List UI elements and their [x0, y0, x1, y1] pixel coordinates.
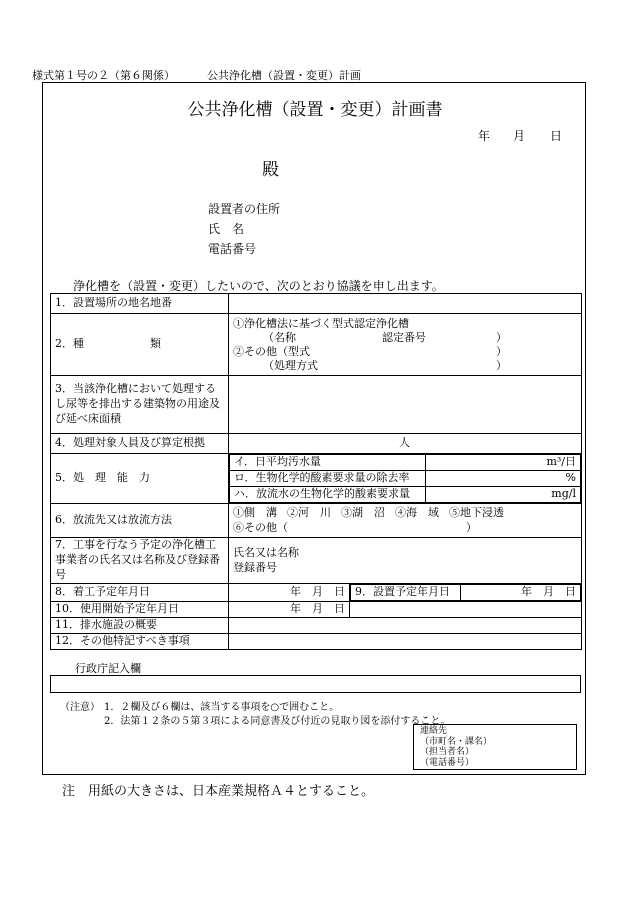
label-building: 3．当該浄化槽において処理するし尿等を排出する建築物の用途及び延べ床面積 [51, 376, 229, 434]
value-other[interactable] [229, 633, 582, 649]
admin-entry-field[interactable] [50, 675, 581, 693]
capacity-ro-label: ロ．生物化学的酸素要求量の除去率 [230, 471, 426, 487]
capacity-i-label: イ．日平均汚水量 [230, 455, 426, 471]
value-contractor[interactable] [229, 538, 582, 584]
row-other [51, 633, 582, 649]
applicant-phone-label: 電話番号 [208, 242, 257, 256]
discharge-option-6-close: ） [466, 520, 477, 534]
application-table [50, 293, 582, 650]
contact-office: （市町名・課名） [420, 736, 493, 747]
type-method-field: （処理方式 [263, 358, 318, 372]
value-discharge[interactable] [229, 504, 582, 538]
date-day: 日 [550, 129, 563, 143]
intro-text: 浄化槽を（設置・変更）したいので、次のとおり協議を申し出ます。 [73, 279, 444, 293]
admin-entry-label: 行政庁記入欄 [75, 662, 141, 675]
label-use-start: 10．使用開始予定年月日 [51, 601, 229, 617]
addressee-suffix: 殿 [262, 160, 279, 180]
value-install-date[interactable]: 年 月 日 [461, 585, 581, 601]
row-building [51, 376, 582, 434]
label-drainage: 11．排水施設の概要 [51, 617, 229, 633]
note-1: 1．２欄及び６欄は、該当する事項を○で囲むこと。 [104, 702, 340, 713]
applicant-name-label: 氏 名 [208, 222, 245, 236]
type-paren-close-3: ） [496, 358, 507, 372]
capacity-ha-label: ハ．放流水の生物化学的酸素要求量 [230, 487, 426, 503]
applicant-address-label: 設置者の住所 [208, 202, 281, 216]
label-other: 12．その他特記すべき事項 [51, 633, 229, 649]
value-building[interactable] [229, 376, 582, 434]
form-number: 様式第１号の２（第６関係） [32, 69, 175, 82]
type-paren-close-2: ） [496, 344, 507, 358]
footer-note: 注 用紙の大きさは、日本産業規格Ａ４とすること。 [62, 784, 375, 799]
value-start-date[interactable]: 年 月 日 [229, 584, 350, 602]
discharge-option-6: ⑥その他（ [233, 520, 288, 534]
value-capacity [229, 454, 582, 504]
type-paren-close-1: ） [496, 330, 507, 344]
capacity-ha-unit[interactable]: mg/l [426, 487, 581, 503]
label-capacity: 5．処 理 能 力 [51, 454, 229, 504]
discharge-option-2: ②河 川 [287, 505, 331, 519]
value-use-start-blank [350, 601, 582, 617]
discharge-option-4: ④海 域 [395, 505, 439, 519]
type-cert-no-field: 認定番号 [382, 330, 426, 344]
label-discharge: 6．放流先又は放流方法 [51, 504, 229, 538]
row-dates [51, 584, 582, 602]
row-contractor [51, 538, 582, 584]
label-location: 1．設置場所の地名地番 [51, 294, 229, 314]
label-persons: 4．処理対象人員及び算定根拠 [51, 434, 229, 454]
capacity-ro-unit[interactable]: % [426, 471, 581, 487]
row-drainage [51, 617, 582, 633]
type-option-1: ①浄化槽法に基づく型式認定浄化槽 [233, 316, 409, 330]
discharge-option-1: ①側 溝 [233, 505, 277, 519]
row-use-start [51, 601, 582, 617]
document-title: 公共浄化槽（設置・変更）計画書 [187, 100, 443, 120]
value-use-start[interactable]: 年 月 日 [229, 601, 350, 617]
value-location[interactable] [229, 294, 582, 314]
contact-box [413, 724, 577, 770]
discharge-option-3: ③湖 沼 [341, 505, 385, 519]
contact-title: 連絡先 [420, 726, 448, 736]
type-name-field: （名称 [263, 330, 296, 344]
row-persons [51, 434, 582, 454]
type-option-2: ②その他（型式 [233, 344, 310, 358]
discharge-option-5: ⑤地下浸透 [449, 505, 504, 519]
value-persons[interactable] [229, 434, 582, 454]
date-year: 年 [478, 129, 491, 143]
value-type[interactable] [229, 314, 582, 376]
row-location [51, 294, 582, 314]
label-type: 2．種 類 [51, 314, 229, 376]
date-month: 月 [513, 129, 526, 143]
capacity-i-unit[interactable]: m³/日 [426, 455, 581, 471]
contact-person: （担当者名） [420, 747, 475, 757]
persons-unit: 人 [399, 436, 410, 450]
label-contractor: 7．工事を行なう予定の浄化槽工事業者の氏名又は名称及び登録番号 [51, 538, 229, 584]
value-drainage[interactable] [229, 617, 582, 633]
note-2: 2．法第１２条の５第３項による同意書及び付近の見取り図を添付すること。 [104, 716, 451, 727]
row-discharge [51, 504, 582, 538]
label-start-date: 8．着工予定年月日 [51, 584, 229, 602]
contact-phone: （電話番号） [420, 757, 475, 768]
contractor-name-field: 氏名又は名称 [233, 545, 299, 559]
contractor-reg-field: 登録番号 [233, 560, 277, 574]
form-subject: 公共浄化槽（設置・変更）計画 [207, 69, 361, 82]
row-type [51, 314, 582, 376]
notes-prefix: （注意） [60, 702, 100, 713]
label-install-date: 9．設置予定年月日 [351, 585, 461, 601]
row-capacity [51, 454, 582, 504]
